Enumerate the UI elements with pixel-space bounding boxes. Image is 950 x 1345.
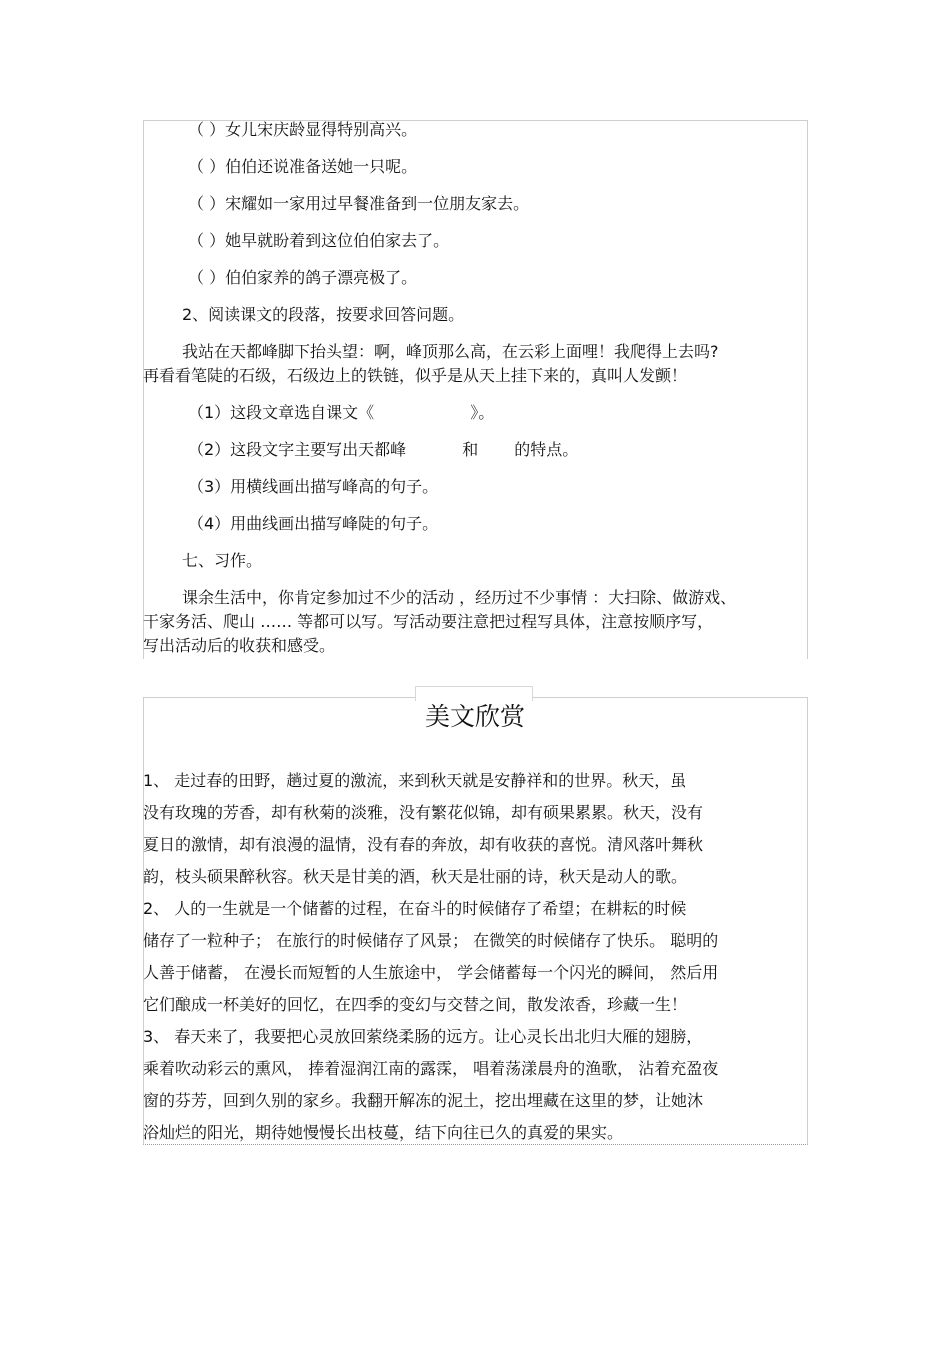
question-2-heading: 2、阅读课文的段落，按要求回答问题。 bbox=[182, 305, 465, 324]
paragraph-line: 浴灿烂的阳光，期待她慢慢长出枝蔓，结下向往已久的真爱的果实。 bbox=[143, 1123, 624, 1142]
section-7-heading: 七、习作。 bbox=[182, 551, 263, 570]
paragraph-line: 它们酿成一杯美好的回忆，在四季的变幻与交替之间，散发浓香，珍藏一生！ bbox=[143, 995, 688, 1014]
sub-question-2-end: 的特点。 bbox=[514, 440, 579, 459]
paragraph-line: 没有玫瑰的芳香，却有秋菊的淡雅，没有繁花似锦，却有硕果累累。秋天，没有 bbox=[143, 803, 704, 822]
sub-question-1-end: 》。 bbox=[470, 403, 495, 422]
sub-question-2 bbox=[188, 440, 578, 460]
sub-question-2-text: （2）这段文字主要写出天都峰 bbox=[188, 440, 407, 459]
paragraph-line: 人善于储蓄， 在漫长而短暂的人生旅途中， 学会储蓄每一个闪光的瞬间， 然后用 bbox=[143, 963, 719, 982]
sub-question-3: （3）用横线画出描写峰高的句子。 bbox=[188, 477, 439, 496]
sub-question-1-text: （1）这段文章选自课文《 bbox=[188, 403, 375, 422]
passage-line-2: 再看看笔陡的石级，石级边上的铁链，似乎是从天上挂下来的，真叫人发颤！ bbox=[143, 366, 688, 385]
paragraph-line: 夏日的激情，却有浪漫的温情，没有春的奔放，却有收获的喜悦。清风落叶舞秋 bbox=[143, 835, 704, 854]
passage-line-1: 我站在天都峰脚下抬头望：啊，峰顶那么高，在云彩上面哩！我爬得上去吗? bbox=[182, 342, 719, 361]
sub-question-2-and: 和 bbox=[462, 440, 479, 459]
section-title: 美文欣赏 bbox=[424, 702, 525, 731]
order-item-3: （ ）宋耀如一家用过早餐准备到一位朋友家去。 bbox=[188, 194, 530, 213]
essay-prompt-line-2: 干家务活、爬山 …… 等都可以写。写活动要注意把过程写具体，注意按顺序写， bbox=[143, 612, 714, 631]
paragraph-line: 2、 人的一生就是一个储蓄的过程，在奋斗的时候储存了希望；在耕耘的时候 bbox=[143, 899, 687, 918]
title-tab bbox=[415, 686, 533, 701]
essay-prompt-line-3: 写出活动后的收获和感受。 bbox=[143, 636, 336, 655]
paragraph-line: 1、 走过春的田野，趟过夏的激流，来到秋天就是安静祥和的世界。秋天，虽 bbox=[143, 771, 687, 790]
sub-question-4: （4）用曲线画出描写峰陡的句子。 bbox=[188, 514, 439, 533]
paragraph-line: 韵，枝头硕果醉秋容。秋天是甘美的酒，秋天是壮丽的诗，秋天是动人的歌。 bbox=[143, 867, 688, 886]
sub-question-1 bbox=[188, 403, 494, 423]
paragraph-line: 储存了一粒种子； 在旅行的时候储存了风景； 在微笑的时候储存了快乐。 聪明的 bbox=[143, 931, 719, 950]
order-item-2: （ ）伯伯还说准备送她一只呢。 bbox=[188, 157, 418, 176]
paragraph-line: 乘着吹动彩云的熏风， 捧着湿润江南的露霂， 唱着荡漾晨舟的渔歌， 沾着充盈夜 bbox=[143, 1059, 719, 1078]
order-item-4: （ ）她早就盼着到这位伯伯家去了。 bbox=[188, 231, 450, 250]
order-item-5: （ ）伯伯家养的鸽子漂亮极了。 bbox=[188, 268, 418, 287]
essay-prompt-line-1: 课余生活中，你肯定参加过不少的活动 ，经历过不少事情 ：大扫除、做游戏、 bbox=[182, 588, 737, 607]
paragraph-line: 窗的芬芳，回到久别的家乡。我翻开解冻的泥土，挖出埋藏在这里的梦，让她沐 bbox=[143, 1091, 704, 1110]
paragraph-line: 3、 春天来了，我要把心灵放回萦绕柔肠的远方。让心灵长出北归大雁的翅膀， bbox=[143, 1027, 703, 1046]
order-item-1: （ ）女儿宋庆龄显得特别高兴。 bbox=[188, 120, 418, 139]
